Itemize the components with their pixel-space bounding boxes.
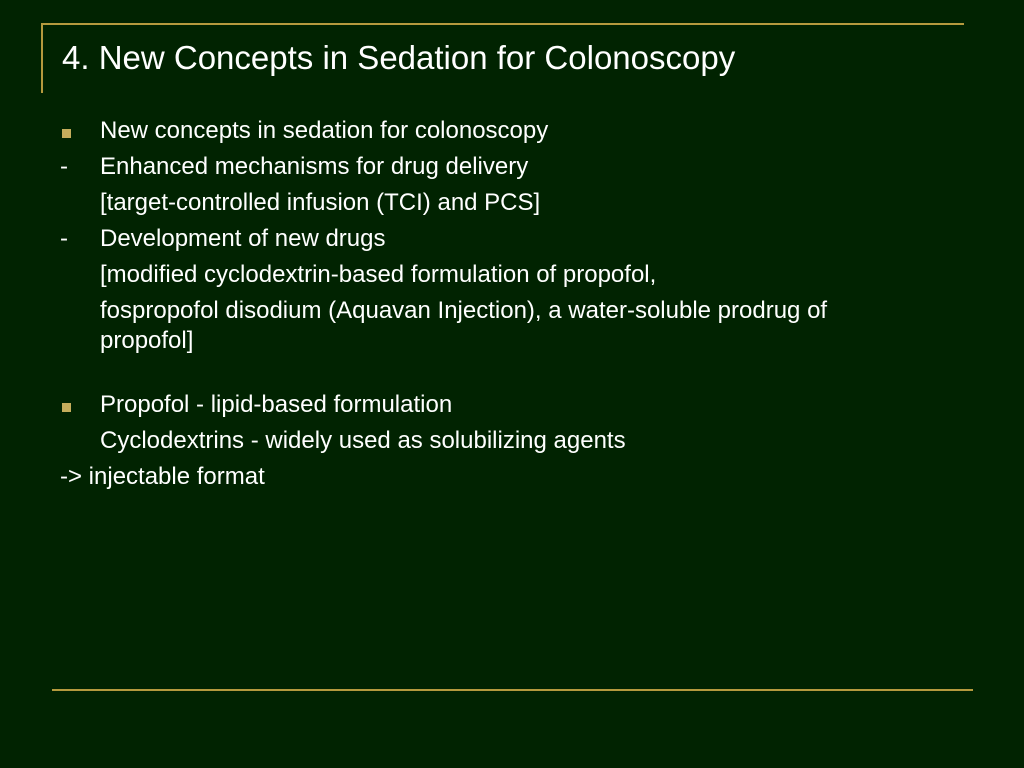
slide-body	[60, 116, 940, 498]
sub-text: fospropofol disodium (Aquavan Injection), a water-soluble prodrug of propofol]	[100, 297, 828, 354]
title-rule-left	[41, 23, 43, 93]
sub-text: [modified cyclodextrin-based formulation of propofol,	[100, 261, 657, 288]
bullet-text: New concepts in sedation for colonoscopy	[100, 117, 549, 144]
slide-title: 4. New Concepts in Sedation for Colonoscopy	[62, 39, 736, 76]
dash-marker: -	[60, 225, 68, 252]
dash-text: Enhanced mechanisms for drug delivery	[100, 153, 529, 180]
square-bullet-icon	[62, 129, 71, 138]
bullet-line-2	[60, 390, 940, 420]
title-rule-top	[42, 23, 964, 25]
sub-line-3	[60, 296, 880, 356]
square-bullet-icon	[62, 403, 71, 412]
sub-line-1	[60, 188, 940, 218]
sub-text: [target-controlled infusion (TCI) and PCS]	[100, 189, 541, 216]
arrow-line	[60, 462, 940, 492]
sub-line-2	[60, 260, 940, 290]
dash-marker: -	[60, 153, 68, 180]
sub-text: Cyclodextrins - widely used as solubilizing agents	[100, 427, 626, 454]
bottom-rule	[52, 689, 973, 691]
arrow-text: -> injectable format	[60, 463, 265, 490]
bullet-line-1	[60, 116, 940, 146]
dash-line-1	[60, 152, 940, 182]
sub-line-4	[60, 426, 940, 456]
bullet-text: Propofol - lipid-based formulation	[100, 391, 453, 418]
dash-text: Development of new drugs	[100, 225, 386, 252]
dash-line-2	[60, 224, 940, 254]
